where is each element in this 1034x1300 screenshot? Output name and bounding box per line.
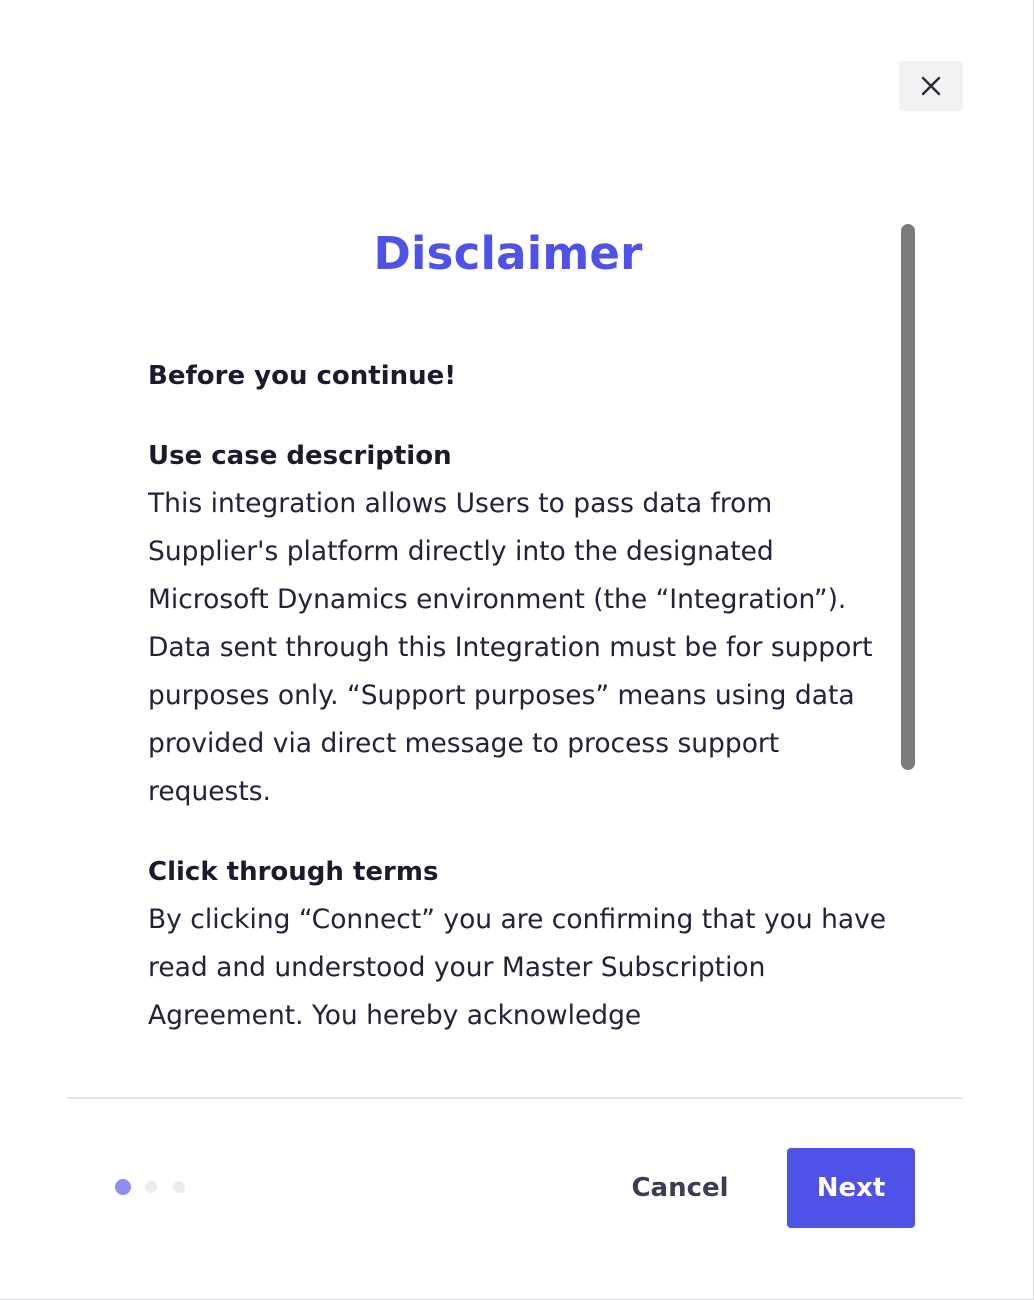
disclaimer-content[interactable] [148,352,888,1042]
step-dot-2 [145,1181,157,1193]
intro-heading: Before you continue! [148,361,457,391]
footer-divider [67,1097,963,1099]
step-dot-3 [173,1181,185,1193]
step-indicator [115,1180,201,1195]
next-button[interactable]: Next [787,1148,915,1228]
cancel-button[interactable]: Cancel [631,1173,729,1203]
close-icon [921,76,941,96]
terms-text: By clicking “Connect” you are confirming that you have read and understood your Master Subscription Agreement. You hereby acknowledge [148,904,887,1031]
modal-title: Disclaimer [373,227,643,280]
scrollbar-thumb[interactable] [901,224,915,770]
terms-heading: Click through terms [148,857,439,887]
use-case-heading: Use case description [148,441,452,471]
use-case-text: This integration allows Users to pass data from Supplier's platform directly into the designated Microsoft Dynamics environment (the “Integration”). Data sent through this Integration must be for support purposes only. “Support purposes” means using data provided via direct message to process support requests. [148,488,873,807]
close-button[interactable] [899,61,963,111]
step-dot-1 [115,1179,131,1195]
